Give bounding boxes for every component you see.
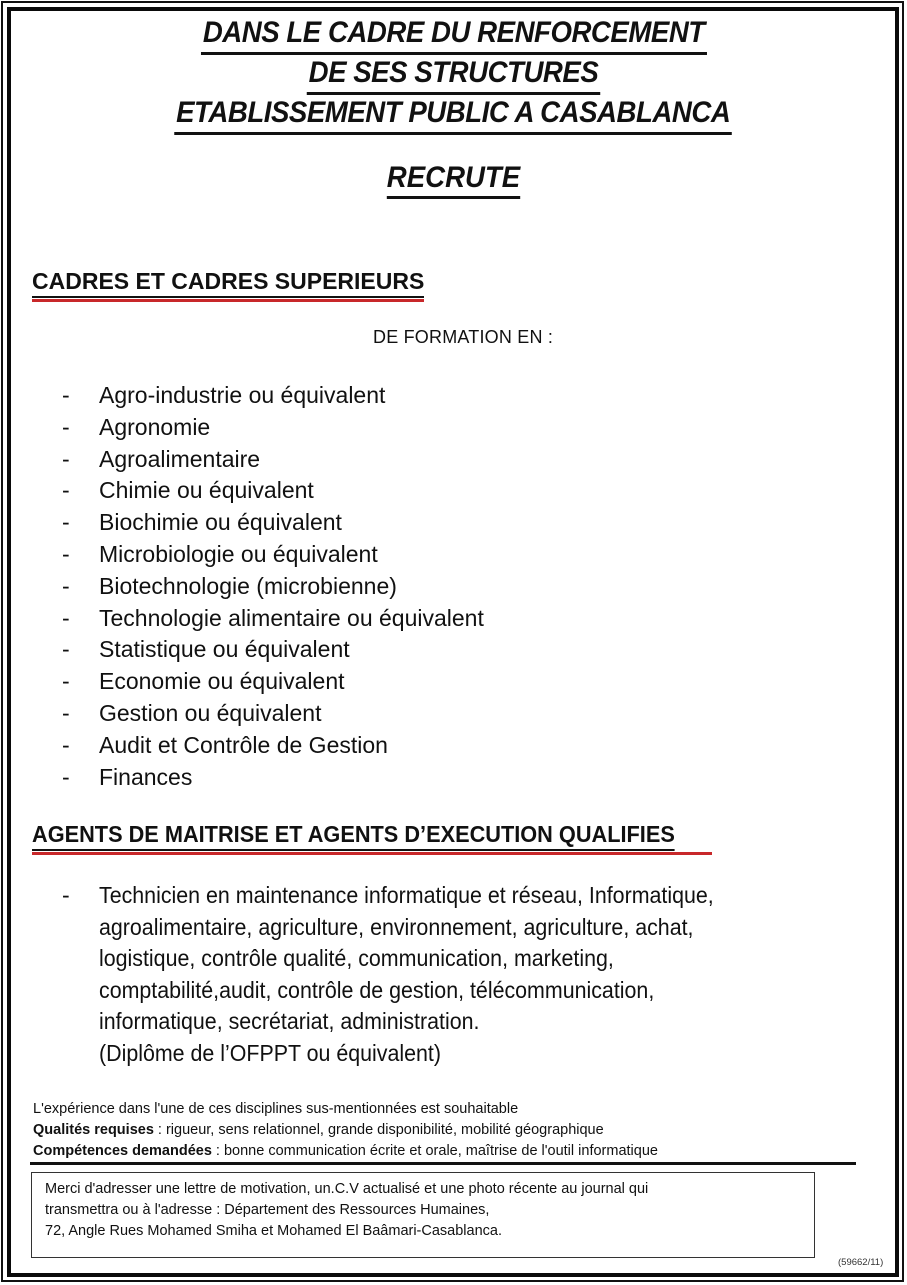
- recrute-text: RECRUTE: [387, 160, 520, 199]
- dash-bullet: -: [62, 882, 70, 908]
- competences-label: Compétences demandées: [33, 1143, 212, 1159]
- dash-bullet: -: [62, 763, 70, 790]
- title-block: [0, 14, 907, 134]
- red-underline: [32, 852, 712, 855]
- dash-bullet: -: [62, 540, 70, 567]
- technicien-line: informatique, secrétariat, administration.: [99, 1008, 480, 1034]
- technicien-line: agroalimentaire, agriculture, environnement, agriculture, achat,: [99, 913, 694, 940]
- qualites-note: [33, 1120, 658, 1141]
- dash-bullet: -: [62, 572, 70, 599]
- title-line-3: ETABLISSEMENT PUBLIC A CASABLANCA: [175, 94, 733, 135]
- section-heading-cadres-text: CADRES ET CADRES SUPERIEURS: [32, 267, 424, 298]
- dash-bullet: -: [62, 382, 70, 408]
- competences-note: [33, 1141, 658, 1162]
- section-heading-agents-text: AGENTS DE MAITRISE ET AGENTS D’EXECUTION QUALIFIES: [32, 820, 675, 851]
- ad-reference-number: (59662/11): [838, 1257, 884, 1268]
- address-line: Merci d'adresser une lettre de motivation, un.C.V actualisé et une photo récente au journal qui: [45, 1181, 649, 1197]
- dash-bullet: -: [62, 731, 70, 758]
- competences-value: : bonne communication écrite et orale, maîtrise de l'outil informatique: [211, 1143, 658, 1159]
- qualites-label: Qualités requises: [33, 1122, 154, 1138]
- diplome-line: (Diplôme de l’OFPPT ou équivalent): [99, 1039, 442, 1066]
- dash-bullet: -: [62, 636, 70, 663]
- dash-bullet: -: [62, 699, 70, 726]
- dash-bullet: -: [62, 604, 70, 631]
- qualites-value: : rigueur, sens relationnel, grande disponibilité, mobilité géographique: [153, 1122, 604, 1138]
- red-underline: [32, 299, 424, 302]
- requirements-notes: [33, 1099, 658, 1162]
- dash-bullet: -: [62, 445, 70, 472]
- technicien-line: logistique, contrôle qualité, communication, marketing,: [99, 945, 614, 971]
- address-line: transmettra ou à l'adresse : Département des Ressources Humaines,: [45, 1202, 490, 1218]
- dash-bullet: -: [62, 413, 70, 440]
- notes-divider: [30, 1162, 856, 1165]
- section-heading-cadres: [32, 267, 424, 302]
- dash-bullet: -: [62, 477, 70, 504]
- dash-bullet: -: [62, 668, 70, 695]
- formation-subheading: DE FORMATION EN :: [373, 327, 554, 347]
- recrute-heading: [0, 160, 907, 199]
- address-line: 72, Angle Rues Mohamed Smiha et Mohamed El Baâmari-Casablanca.: [45, 1223, 502, 1239]
- title-line-1: DANS LE CADRE DU RENFORCEMENT: [201, 14, 707, 55]
- technicien-line: comptabilité,audit, contrôle de gestion, télécommunication,: [99, 976, 655, 1003]
- application-address-box: [31, 1172, 815, 1258]
- experience-note: L'expérience dans l'une de ces disciplines sus-mentionnées est souhaitable: [33, 1101, 519, 1117]
- section-heading-agents: [32, 820, 712, 855]
- title-line-2: DE SES STRUCTURES: [307, 54, 600, 95]
- technicien-line: Technicien en maintenance informatique et réseau, Informatique,: [99, 882, 714, 908]
- dash-bullet: -: [62, 509, 70, 536]
